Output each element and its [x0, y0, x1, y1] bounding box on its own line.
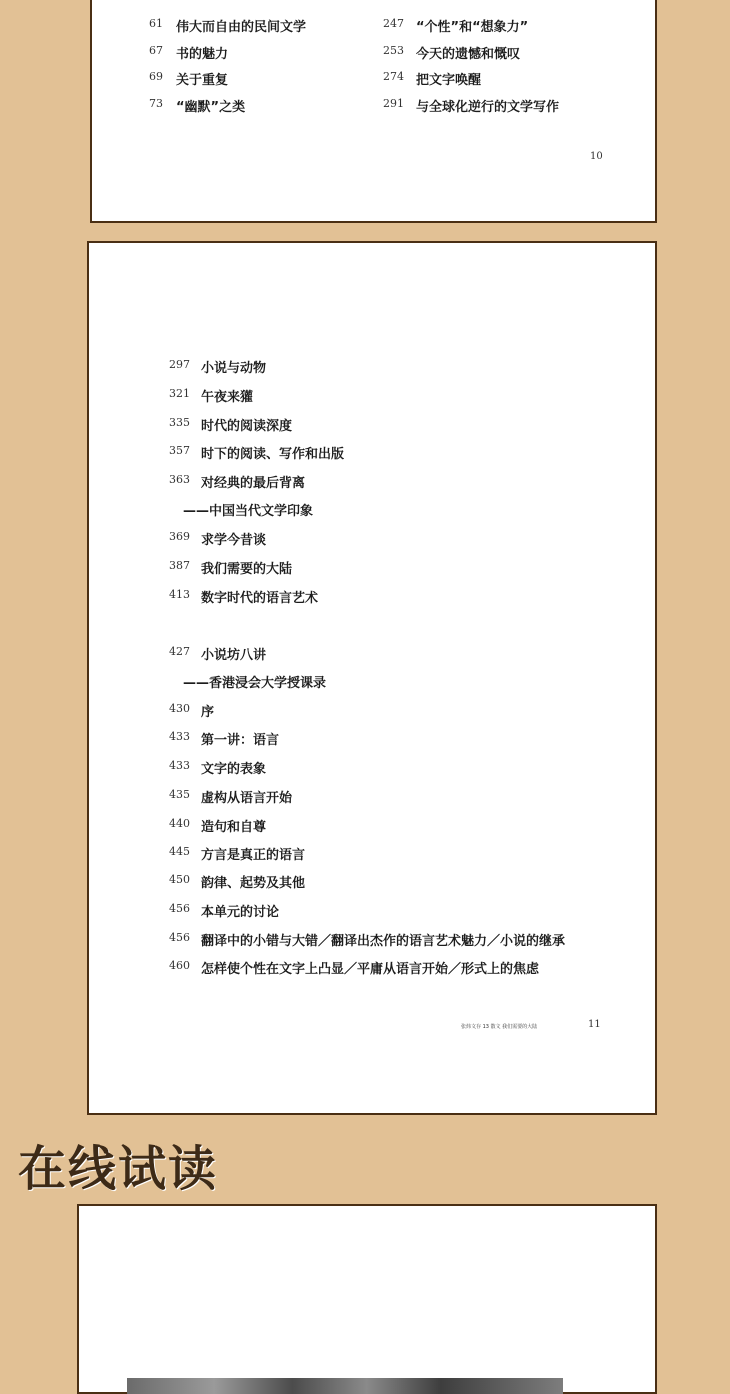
toc-page-number: 445	[169, 845, 190, 858]
toc-title: 求学今昔谈	[201, 533, 267, 548]
toc-page-number: 433	[169, 730, 190, 743]
toc-page-number: 61	[149, 17, 163, 30]
toc-page-number: 335	[169, 416, 190, 429]
toc-page-number: 435	[169, 788, 190, 801]
toc-page-number: 291	[383, 96, 404, 110]
toc-title: 小说与动物	[201, 361, 267, 376]
toc-page-number: 450	[169, 873, 190, 886]
toc-page-number: 274	[383, 70, 404, 83]
toc-page-number: 321	[169, 387, 190, 400]
toc-title: 今天的遗憾和慨叹	[416, 46, 521, 62]
toc-page-number: 67	[149, 43, 163, 57]
toc-title: 文字的表象	[201, 762, 267, 777]
book-page-preview	[77, 1204, 657, 1394]
toc-title: 小说坊八讲	[201, 648, 267, 663]
toc-page-number: 363	[169, 473, 190, 486]
toc-page-number: 253	[383, 43, 404, 57]
toc-title: 本单元的讨论	[201, 905, 280, 920]
toc-title: 韵律、起势及其他	[201, 876, 306, 891]
page-number: 10	[590, 151, 603, 162]
toc-title: 翻译中的小错与大错／翻译出杰作的语言艺术魅力／小说的继承	[201, 934, 566, 949]
toc-title: 时下的阅读、写作和出版	[201, 447, 345, 462]
toc-title: 午夜来獾	[201, 390, 254, 405]
book-page-10	[90, 0, 657, 223]
toc-title: 时代的阅读深度	[201, 419, 293, 434]
toc-page-number: 369	[169, 530, 190, 543]
running-head: 张炜文存 13 散文 我们需要的大陆	[461, 1024, 538, 1030]
toc-page-number: 73	[149, 96, 163, 110]
toc-page-number: 387	[169, 559, 190, 572]
toc-page-number: 357	[169, 444, 190, 457]
toc-title: 序	[201, 705, 215, 720]
toc-page-number: 297	[169, 358, 190, 371]
toc-page-number: 456	[169, 902, 190, 915]
toc-title: 数字时代的语言艺术	[201, 591, 319, 606]
toc-page-number: 433	[169, 759, 190, 772]
toc-title: 怎样使个性在文字上凸显／平庸从语言开始／形式上的焦虑	[201, 962, 540, 977]
toc-title: ——中国当代文学印象	[183, 504, 314, 519]
toc-title: 对经典的最后背离	[201, 476, 306, 491]
page-number: 11	[588, 1019, 601, 1030]
toc-page-number: 440	[169, 817, 190, 830]
toc-page-number: 413	[169, 588, 190, 601]
toc-title: “幽默”之类	[176, 99, 246, 115]
toc-page-number: 247	[383, 17, 404, 30]
toc-title: 关于重复	[176, 73, 229, 88]
toc-title: 把文字唤醒	[416, 73, 482, 88]
photo-image	[127, 1378, 563, 1394]
toc-title: 伟大而自由的民间文学	[176, 20, 307, 35]
toc-page-number: 430	[169, 702, 190, 715]
toc-title: 方言是真正的语言	[201, 848, 306, 863]
toc-title: “个性”和“想象力”	[416, 20, 529, 35]
toc-title: 书的魅力	[176, 46, 229, 62]
book-page-11	[87, 241, 657, 1115]
toc-page-number: 456	[169, 931, 190, 944]
toc-page-number: 460	[169, 959, 190, 972]
toc-title: 虚构从语言开始	[201, 791, 293, 806]
toc-title: 与全球化逆行的文学写作	[416, 99, 560, 115]
toc-page-number: 427	[169, 645, 190, 658]
toc-page-number: 69	[149, 70, 163, 83]
toc-title: 第一讲：语言	[201, 733, 280, 748]
section-title-online-preview: 在线试读	[18, 1141, 219, 1197]
toc-title: 造句和自尊	[201, 820, 267, 835]
toc-title: ——香港浸会大学授课录	[183, 676, 327, 691]
toc-title: 我们需要的大陆	[201, 562, 293, 577]
